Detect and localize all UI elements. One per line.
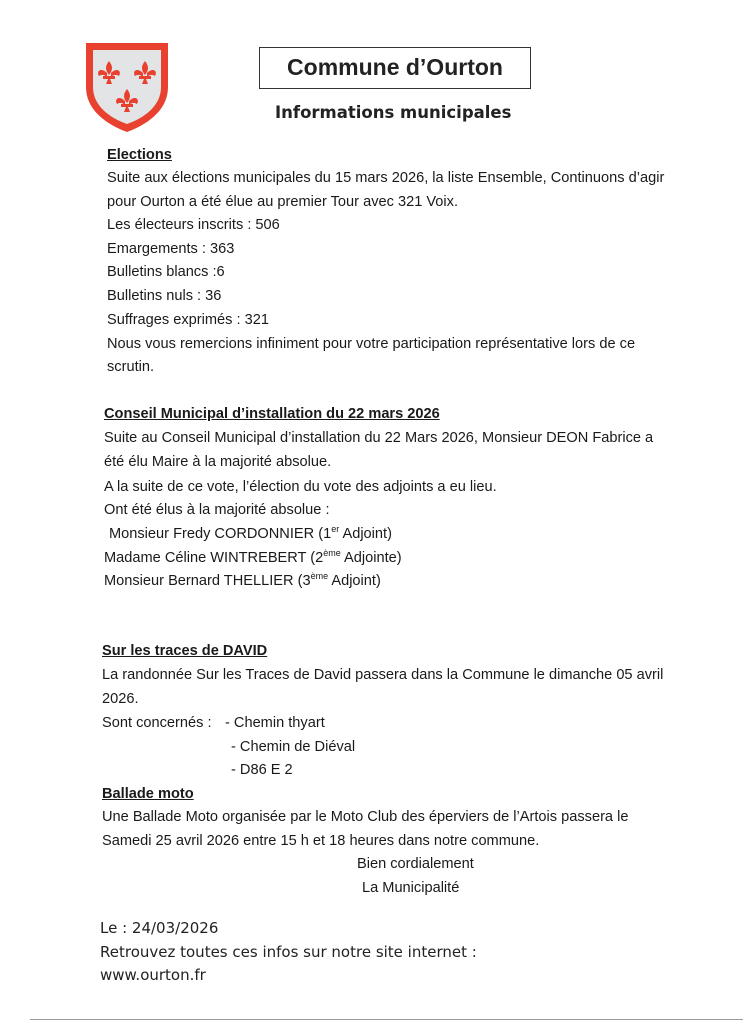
moto-line: Samedi 25 avril 2026 entre 15 h et 18 heures dans notre commune. — [102, 833, 540, 849]
moto-line: Une Ballade Moto organisée par le Moto Club des éperviers de l’Artois passera le — [102, 809, 629, 825]
david-line: 2026. — [102, 691, 139, 707]
elections-line: Suite aux élections municipales du 15 mars 2026, la liste Ensemble, Continuons d’agir — [107, 170, 665, 186]
closing-greeting: Bien cordialement — [357, 856, 474, 872]
road-item: - Chemin thyart — [225, 715, 325, 731]
elections-heading: Elections — [107, 147, 172, 163]
elections-line: pour Ourton a été élue au premier Tour avec 321 Voix. — [107, 194, 459, 210]
moto-heading: Ballade moto — [102, 786, 194, 802]
elections-line: scrutin. — [107, 359, 155, 375]
closing-signature: La Municipalité — [362, 880, 460, 896]
road-item: - D86 E 2 — [231, 762, 293, 778]
footer-date: Le : 24/03/2026 — [100, 919, 219, 937]
conseil-heading: Conseil Municipal d’installation du 22 mars 2026 — [104, 406, 440, 422]
conseil-line: A la suite de ce vote, l’élection du vote des adjoints a eu lieu. — [104, 479, 497, 495]
page-title: Commune d’Ourton — [287, 54, 503, 80]
elections-line: Suffrages exprimés : 321 — [107, 312, 269, 328]
adjoint-item: Monsieur Bernard THELLIER (3ème Adjoint) — [104, 571, 381, 589]
elections-line: Nous vous remercions infiniment pour votre participation représentative lors de ce — [107, 336, 636, 352]
conseil-line: été élu Maire à la majorité absolue. — [104, 454, 332, 470]
conseil-line: Suite au Conseil Municipal d’installation du 22 Mars 2026, Monsieur DEON Fabrice a — [104, 430, 654, 446]
coat-of-arms-logo — [84, 41, 170, 133]
adjoint-item: Monsieur Fredy CORDONNIER (1er Adjoint) — [109, 524, 392, 542]
title-box — [259, 47, 531, 89]
elections-line: Emargements : 363 — [107, 241, 235, 257]
footer-url[interactable]: www.ourton.fr — [100, 966, 206, 984]
concerned-label: Sont concernés : — [102, 715, 212, 731]
david-heading: Sur les traces de DAVID — [102, 643, 268, 659]
road-item: - Chemin de Diéval — [231, 739, 356, 755]
adjoint-item: Madame Céline WINTREBERT (2ème Adjointe) — [104, 548, 402, 566]
elections-line: Les électeurs inscrits : 506 — [107, 217, 280, 233]
page-subtitle: Informations municipales — [275, 103, 512, 122]
elections-line: Bulletins blancs :6 — [107, 264, 225, 280]
footer-website-text: Retrouvez toutes ces infos sur notre site internet : — [100, 943, 477, 961]
conseil-line: Ont été élus à la majorité absolue : — [104, 502, 330, 518]
elections-line: Bulletins nuls : 36 — [107, 288, 222, 304]
scan-edge-line — [30, 1019, 743, 1020]
david-line: La randonnée Sur les Traces de David passera dans la Commune le dimanche 05 avril — [102, 667, 664, 683]
